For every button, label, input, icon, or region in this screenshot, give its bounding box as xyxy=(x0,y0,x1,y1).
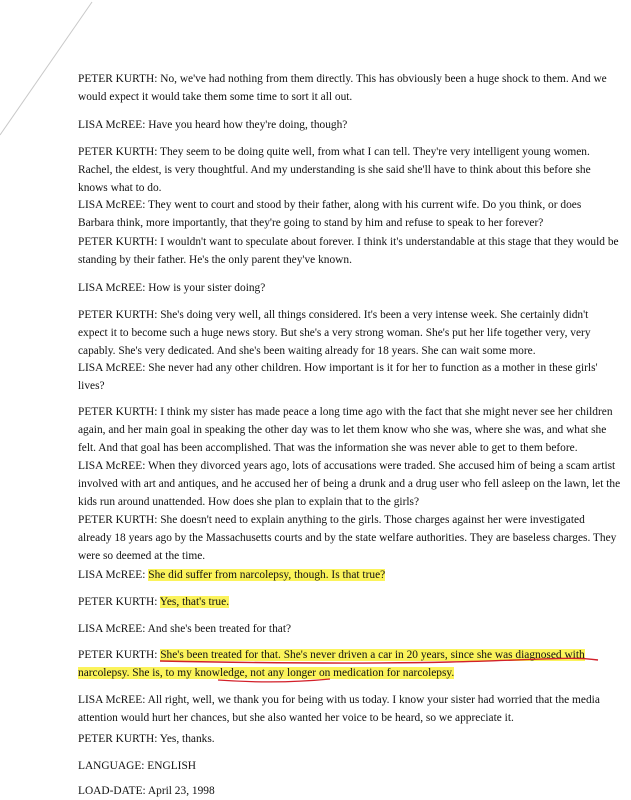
speaker-label: LISA McREE: xyxy=(78,569,149,581)
paragraph-line: Barbara think, more importantly, that they're going to stand by him and refuse to speak to her forever? xyxy=(78,217,544,229)
paragraph-line: LISA McREE: When they divorced years ago, lots of accusations were traded. She accused him of being a scam artist xyxy=(78,460,616,472)
transcript-paragraph-6 xyxy=(78,279,626,297)
speaker-label: PETER KURTH: xyxy=(78,649,161,661)
transcript-paragraph-18 xyxy=(78,757,626,775)
transcript-paragraph-8 xyxy=(78,359,626,395)
paragraph-line: lives? xyxy=(78,380,105,392)
paragraph-line: were so deemed at the time. xyxy=(78,550,206,562)
paragraph-line: would expect it would take them some time to sort it all out. xyxy=(78,91,353,103)
paragraph-line: again, and her main goal in speaking the other day was to let them know who she was, where she was, and what she xyxy=(78,424,607,436)
paragraph-line: LISA McREE: Have you heard how they're doing, though? xyxy=(78,119,348,131)
transcript-paragraph-2 xyxy=(78,116,626,134)
transcript-paragraph-1 xyxy=(78,70,626,106)
transcript-paragraph-7 xyxy=(78,306,626,360)
paragraph-line: LISA McREE: She never had any other children. How important is it for her to function as a mother in these girls' xyxy=(78,362,598,374)
paragraph-line: PETER KURTH: I wouldn't want to speculate about forever. I think it's understandable at this stage that they would be xyxy=(78,236,619,248)
transcript-paragraph-4 xyxy=(78,196,626,232)
paragraph-line: LISA McREE: All right, well, we thank you for being with us today. I know your sister had worried that the media xyxy=(78,694,600,706)
transcript-paragraph-3 xyxy=(78,143,626,197)
paragraph-line: kids run around unattended. How does she plan to explain that to the girls? xyxy=(78,496,420,508)
transcript-paragraph-5 xyxy=(78,233,626,269)
paragraph-line: LOAD-DATE: April 23, 1998 xyxy=(78,785,215,797)
paragraph-line xyxy=(78,566,626,584)
paragraph-line: capably. She's very dedicated. And she's been waiting already for 18 years. She can wait some more. xyxy=(78,345,536,357)
paragraph-line: knows what to do. xyxy=(78,182,162,194)
transcript-paragraph-12 xyxy=(78,566,626,584)
paragraph-line: Rachel, the eldest, is very thoughtful. And my understanding is she said she'll have to think about this before she xyxy=(78,164,591,176)
paragraph-line: LISA McREE: And she's been treated for that? xyxy=(78,623,292,635)
transcript-paragraph-17 xyxy=(78,730,626,748)
paragraph-line: already 18 years ago by the Massachusetts courts and by the state welfare authorities. They are baseless charges. They xyxy=(78,532,617,544)
transcript-paragraph-13 xyxy=(78,593,626,611)
transcript-paragraph-19 xyxy=(78,782,626,800)
highlighted-text: Yes, that's true. xyxy=(159,596,230,608)
paragraph-line xyxy=(78,664,626,682)
paragraph-line: PETER KURTH: She's doing very well, all things considered. It's been a very intense week. She certainly didn't xyxy=(78,309,589,321)
transcript-paragraph-10 xyxy=(78,457,626,511)
transcript-paragraph-15 xyxy=(78,646,626,682)
paragraph-line: PETER KURTH: Yes, thanks. xyxy=(78,733,215,745)
highlighted-text: She's been treated for that. She's never driven a car in 20 years, since she was diagnosed with xyxy=(160,649,585,661)
paragraph-line: PETER KURTH: I think my sister has made peace a long time ago with the fact that she might never see her children xyxy=(78,406,613,418)
transcript-paragraph-9 xyxy=(78,403,626,457)
paragraph-line: PETER KURTH: They seem to be doing quite well, from what I can tell. They're very intelligent young women. xyxy=(78,146,590,158)
paragraph-line: felt. And that goal has been accomplished. That was the information she was never able to get to them before. xyxy=(78,442,578,454)
paragraph-line xyxy=(78,646,626,664)
paragraph-line: attention would hurt her chances, but she also wanted her voice to be heard, so we appreciate it. xyxy=(78,712,514,724)
transcript-paragraph-16 xyxy=(78,691,626,727)
paragraph-line: LISA McREE: They went to court and stood by their father, along with his current wife. Do you think, or does xyxy=(78,199,582,211)
paragraph-line: expect it to become such a huge news story. But she's a very strong woman. She's put her life together very, very xyxy=(78,327,591,339)
paragraph-line xyxy=(78,593,626,611)
paragraph-line: PETER KURTH: She doesn't need to explain anything to the girls. Those charges against her were investigated xyxy=(78,514,585,526)
paragraph-line: standing by their father. He's the only parent they've known. xyxy=(78,254,352,266)
paragraph-line: involved with art and antiques, and he accused her of being a drunk and a drug user who fell asleep on the lawn, let the xyxy=(78,478,621,490)
paragraph-line: LISA McREE: How is your sister doing? xyxy=(78,282,266,294)
paragraph-line: PETER KURTH: No, we've had nothing from them directly. This has obviously been a huge shock to them. And we xyxy=(78,73,607,85)
highlighted-text: narcolepsy. She is, to my knowledge, not any longer on medication for narcolepsy. xyxy=(78,667,455,679)
transcript-paragraph-14 xyxy=(78,620,626,638)
paragraph-line: LANGUAGE: ENGLISH xyxy=(78,760,197,772)
transcript-paragraph-11 xyxy=(78,511,626,565)
speaker-label: PETER KURTH: xyxy=(78,596,160,608)
highlighted-text: She did suffer from narcolepsy, though. Is that true? xyxy=(148,569,386,581)
